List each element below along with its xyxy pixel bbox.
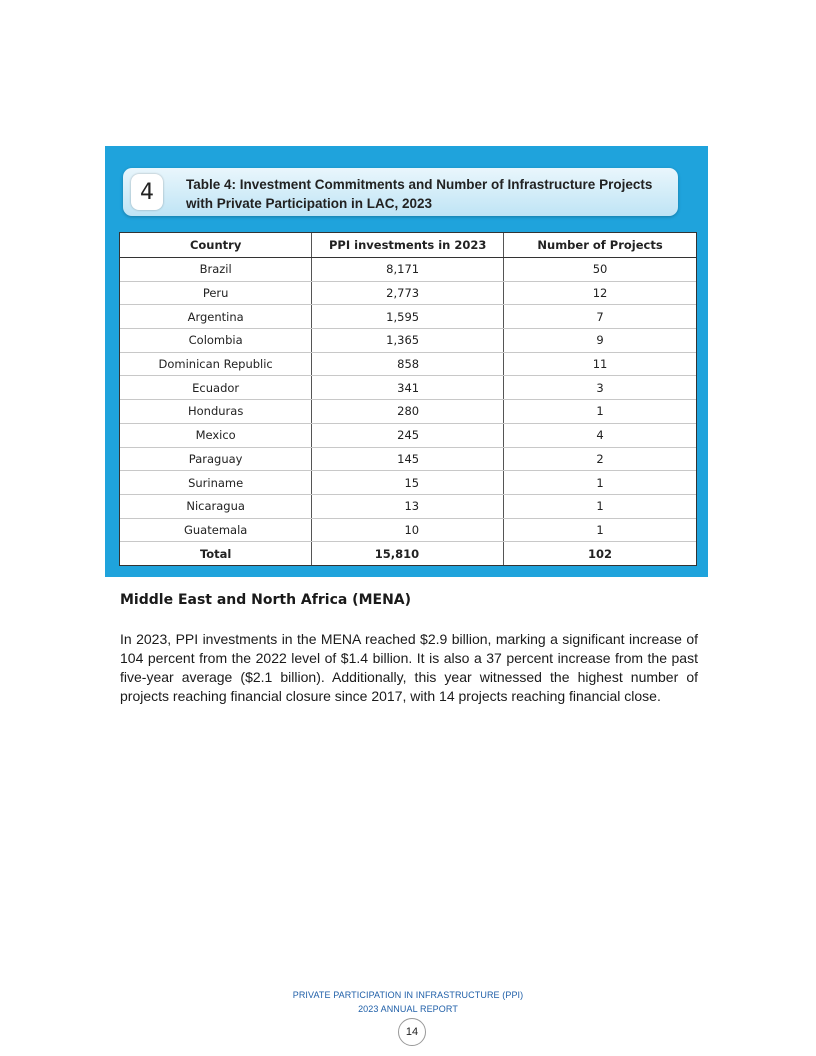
investment-cell: 10 [312, 518, 504, 542]
table-total-row [120, 542, 696, 565]
table-row [120, 400, 696, 424]
investment-cell: 145 [312, 447, 504, 471]
investment-cell: 15 [312, 471, 504, 495]
projects-cell: 4 [504, 423, 696, 447]
table-title-bar [123, 168, 678, 216]
column-header: PPI investments in 2023 [312, 233, 504, 258]
table-panel [105, 146, 708, 577]
total-projects-cell: 102 [588, 546, 613, 561]
table-row [120, 518, 696, 542]
projects-cell: 11 [504, 352, 696, 376]
table-header-row [120, 233, 696, 258]
country-cell: Mexico [120, 423, 312, 447]
projects-cell: 1 [504, 471, 696, 495]
country-cell: Peru [120, 281, 312, 305]
table-row [120, 352, 696, 376]
projects-cell: 1 [504, 518, 696, 542]
table-row [120, 376, 696, 400]
table-row [120, 494, 696, 518]
projects-cell: 50 [504, 258, 696, 282]
projects-cell: 1 [504, 400, 696, 424]
total-label-cell: Total [120, 542, 312, 565]
projects-cell: 1 [504, 494, 696, 518]
table-number-badge: 4 [131, 174, 163, 210]
investment-cell: 341 [312, 376, 504, 400]
country-cell: Ecuador [120, 376, 312, 400]
projects-cell: 3 [504, 376, 696, 400]
footer-report-title: PRIVATE PARTICIPATION IN INFRASTRUCTURE (PPI) [292, 990, 524, 1000]
body-paragraph: In 2023, PPI investments in the MENA reached $2.9 billion, marking a significant increase of 104 percent from the 2022 level of $1.4 billion. It is also a 37 percent increase from the past five-year average ($2.1 billion). Additionally, this year witnessed the highest number of projects reaching financial closure since 2017, with 14 projects reaching financial close. [120, 631, 698, 704]
country-cell: Colombia [120, 329, 312, 353]
table-row [120, 258, 696, 282]
country-cell: Paraguay [120, 447, 312, 471]
investment-cell: 2,773 [312, 281, 504, 305]
country-cell: Argentina [120, 305, 312, 329]
investment-cell: 858 [312, 352, 504, 376]
table-row [120, 305, 696, 329]
table-row [120, 423, 696, 447]
country-cell: Guatemala [120, 518, 312, 542]
total-investment-cell: 15,810 [312, 542, 504, 565]
projects-cell: 12 [504, 281, 696, 305]
table-row [120, 471, 696, 495]
projects-cell: 7 [504, 305, 696, 329]
country-cell: Nicaragua [120, 494, 312, 518]
country-cell: Dominican Republic [120, 352, 312, 376]
investment-cell: 1,595 [312, 305, 504, 329]
data-table [119, 232, 697, 566]
page-number: 14 [398, 1018, 426, 1046]
investment-cell: 245 [312, 423, 504, 447]
country-cell: Suriname [120, 471, 312, 495]
country-cell: Brazil [120, 258, 312, 282]
projects-cell: 2 [504, 447, 696, 471]
table-title: Table 4: Investment Commitments and Number of Infrastructure Projects with Private Participation in LAC, 2023 [186, 177, 653, 211]
footer-report-year: 2023 ANNUAL REPORT [358, 1004, 458, 1014]
table-row [120, 447, 696, 471]
table-row [120, 329, 696, 353]
column-header: Number of Projects [504, 233, 696, 258]
column-header: Country [120, 233, 312, 258]
projects-cell: 9 [504, 329, 696, 353]
investment-cell: 1,365 [312, 329, 504, 353]
table-row [120, 281, 696, 305]
investment-cell: 8,171 [312, 258, 504, 282]
country-cell: Honduras [120, 400, 312, 424]
investment-cell: 280 [312, 400, 504, 424]
section-heading: Middle East and North Africa (MENA) [120, 592, 412, 608]
investment-cell: 13 [312, 494, 504, 518]
